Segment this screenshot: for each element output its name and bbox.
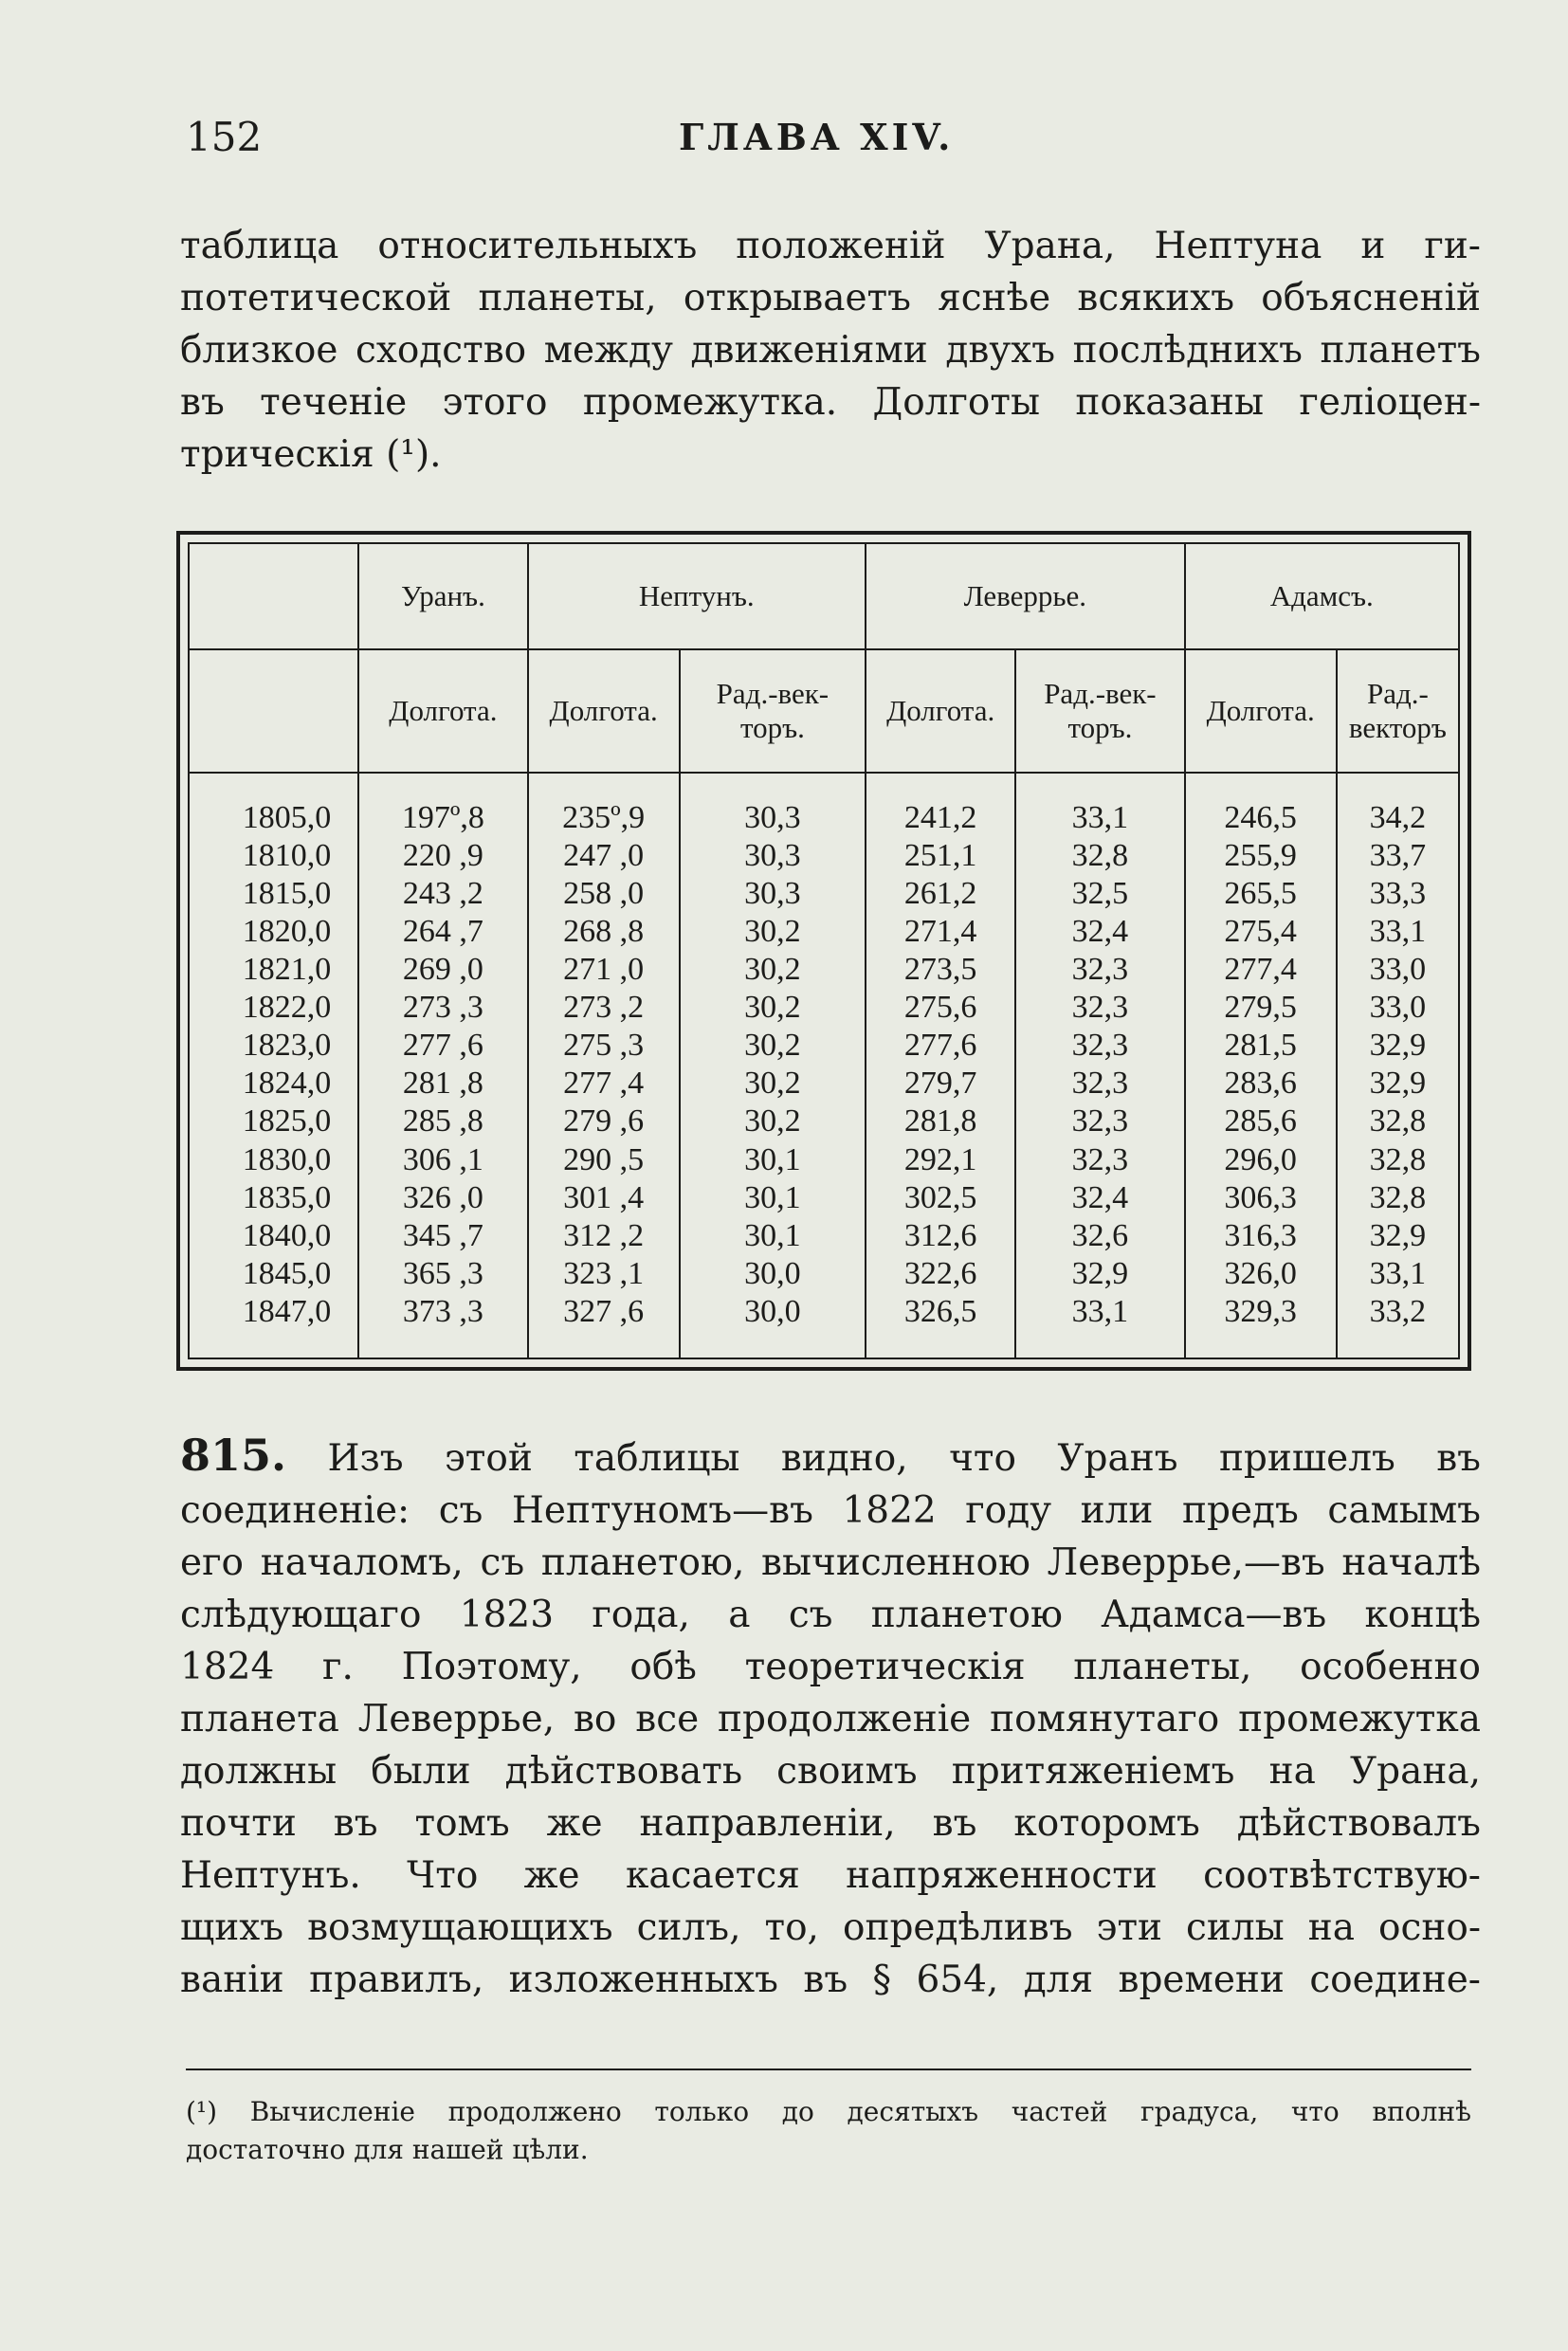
footnote-rule [186,2069,1471,2070]
value-cell: 32,3 [1015,1103,1184,1140]
value-cell: 269 ,0 [358,951,527,989]
table-row [190,1140,1458,1178]
year-cell: 1823,0 [190,1027,358,1065]
value-cell: 268 ,8 [528,913,680,951]
value-cell: 33,3 [1369,876,1427,912]
intro-paragraph [180,220,1481,481]
year-cell: 1835,0 [190,1178,358,1216]
value-cell: 32,3 [1015,1027,1184,1065]
table-body [190,773,1458,1358]
table-row [190,989,1458,1027]
year-cell: 1824,0 [190,1065,358,1103]
value-cell: 33,1 [1369,1255,1427,1291]
page-number: 152 [186,114,263,160]
value-cell: 365 ,3 [358,1254,527,1292]
value-cell: 255,9 [1185,837,1337,875]
value-cell: 32,3 [1015,1065,1184,1103]
value-cell: 235º,9 [528,773,680,837]
running-head: ГЛАВА XIV. [679,116,955,158]
value-cell: 281,8 [866,1103,1015,1140]
value-cell: 33,1 [1369,914,1427,950]
value-cell: 283,6 [1185,1065,1337,1103]
year-cell: 1821,0 [190,951,358,989]
value-cell: 273 ,2 [528,989,680,1027]
value-cell: 373 ,3 [358,1292,527,1358]
group-header-adams: Адамсъ. [1185,544,1458,649]
value-cell: 301 ,4 [528,1178,680,1216]
text-line: въ теченiе этого промежутка. Долготы показаны гелiоцен- [180,381,1481,424]
table-row [190,1254,1458,1292]
value-cell: 30,2 [680,1103,866,1140]
footnote-line: достаточно для нашей цѣли. [186,2134,589,2165]
subheader-cell: Рад.-век-торъ. [1015,649,1184,773]
year-cell: 1845,0 [190,1254,358,1292]
value-cell: 290 ,5 [528,1140,680,1178]
value-cell: 279 ,6 [528,1103,680,1140]
value-cell: 243 ,2 [358,875,527,913]
value-cell: 30,0 [680,1292,866,1358]
value-cell: 261,2 [866,875,1015,913]
value-cell: 30,3 [680,875,866,913]
value-cell: 241,2 [866,773,1015,837]
value-cell: 316,3 [1185,1216,1337,1254]
value-cell: 33,0 [1369,952,1427,988]
value-cell: 345 ,7 [358,1216,527,1254]
value-cell: 312,6 [866,1216,1015,1254]
value-cell: 32,8 [1369,1141,1427,1177]
value-cell: 277,6 [866,1027,1015,1065]
value-cell: 277,4 [1185,951,1337,989]
value-cell: 306,3 [1185,1178,1337,1216]
value-cell: 326 ,0 [358,1178,527,1216]
value-cell: 30,1 [680,1178,866,1216]
value-cell: 302,5 [866,1178,1015,1216]
text-line: слѣдующаго 1823 года, а съ планетою Адамса—въ концѣ [180,1594,1481,1636]
value-cell: 285,6 [1185,1103,1337,1140]
value-cell: 32,3 [1015,989,1184,1027]
value-cell: 32,4 [1015,1178,1184,1216]
year-cell: 1820,0 [190,913,358,951]
value-cell: 30,2 [680,1065,866,1103]
value-cell: 271,4 [866,913,1015,951]
value-cell: 30,2 [680,1027,866,1065]
value-cell: 33,1 [1015,773,1184,837]
value-cell: 30,2 [680,951,866,989]
value-cell: 329,3 [1185,1292,1337,1358]
value-cell: 32,8 [1015,837,1184,875]
positions-table [190,544,1458,1358]
subheader-cell: Долгота. [866,649,1015,773]
value-cell: 273,5 [866,951,1015,989]
value-cell: 306 ,1 [358,1140,527,1178]
table-row [190,837,1458,875]
value-cell: 326,5 [866,1292,1015,1358]
table-row [190,1103,1458,1140]
subheader-cell: Долгота. [1185,649,1337,773]
table-row [190,875,1458,913]
group-header-neptune: Нептунъ. [528,544,866,649]
text-line: соединенiе: съ Нептуномъ—въ 1822 году или предъ самымъ [180,1489,1481,1532]
value-cell: 32,8 [1369,1103,1427,1139]
group-header-uranus: Уранъ. [358,544,527,649]
value-cell: 34,2 [1369,799,1427,835]
value-cell: 246,5 [1185,773,1337,837]
text-fragment: Изъ этой таблицы видно, что Уранъ пришелъ въ [286,1437,1481,1480]
year-cell: 1805,0 [190,773,358,837]
value-cell: 30,1 [680,1216,866,1254]
year-cell: 1810,0 [190,837,358,875]
value-cell: 322,6 [866,1254,1015,1292]
value-cell: 33,1 [1015,1292,1184,1358]
table-row [190,1292,1458,1358]
value-cell: 32,9 [1369,1217,1427,1253]
value-cell: 277 ,6 [358,1027,527,1065]
value-cell: 326,0 [1185,1254,1337,1292]
value-cell: 30,2 [680,989,866,1027]
value-cell: 258 ,0 [528,875,680,913]
corner-cell [190,649,358,773]
text-line: Нептунъ. Что же касается напряженности соотвѣтствую- [180,1854,1481,1897]
value-cell: 33,0 [1369,990,1427,1026]
table-row [190,951,1458,989]
text-line: близкое сходство между движенiями двухъ послѣднихъ планетъ [180,329,1481,372]
value-cell: 292,1 [866,1140,1015,1178]
value-cell: 32,3 [1015,951,1184,989]
year-cell: 1815,0 [190,875,358,913]
footnote [186,2093,1471,2169]
year-cell: 1847,0 [190,1292,358,1358]
text-line: щихъ возмущающихъ силъ, то, опредѣливъ эти силы на осно- [180,1906,1481,1949]
table-row [190,1216,1458,1254]
value-cell: 277 ,4 [528,1065,680,1103]
text-line: 1824 г. Поэтому, обѣ теоретическiя планеты, особенно [180,1646,1481,1688]
value-cell: 32,6 [1015,1216,1184,1254]
value-cell: 32,3 [1015,1140,1184,1178]
value-cell: 251,1 [866,837,1015,875]
value-cell: 32,9 [1015,1254,1184,1292]
value-cell: 271 ,0 [528,951,680,989]
page-header [186,114,1481,171]
table-row [190,1065,1458,1103]
section-number: 815. [180,1430,287,1481]
value-cell: 265,5 [1185,875,1337,913]
value-cell: 197º,8 [358,773,527,837]
value-cell: 30,3 [680,837,866,875]
text-line: планета Леверрье, во все продолженiе помянутаго промежутка [180,1698,1481,1740]
value-cell: 32,5 [1015,875,1184,913]
value-cell: 264 ,7 [358,913,527,951]
value-cell: 279,5 [1185,989,1337,1027]
text-line: должны были дѣйствовать своимъ притяженiемъ на Урана, [180,1750,1481,1793]
value-cell: 33,7 [1369,838,1427,874]
table-row [190,1178,1458,1216]
text-line: потетической планеты, открываетъ яснѣе всякихъ объясненiй [180,277,1481,319]
value-cell: 323 ,1 [528,1254,680,1292]
text-line: почти въ томъ же направленiи, въ которомъ дѣйствовалъ [180,1802,1481,1845]
value-cell: 30,2 [680,913,866,951]
value-cell: 296,0 [1185,1140,1337,1178]
table-row [190,773,1458,837]
value-cell: 281 ,8 [358,1065,527,1103]
value-cell: 281,5 [1185,1027,1337,1065]
value-cell: 275 ,3 [528,1027,680,1065]
footnote-line: (¹) Вычисленiе продолжено только до десятыхъ частей градуса, что вполнѣ [186,2096,1471,2127]
value-cell: 32,9 [1369,1066,1427,1102]
value-cell: 312 ,2 [528,1216,680,1254]
value-cell: 247 ,0 [528,837,680,875]
year-cell: 1840,0 [190,1216,358,1254]
text-line: его началомъ, съ планетою, вычисленною Леверрье,—въ началѣ [180,1541,1481,1584]
subheader-cell: Рад.-векторъ [1337,649,1458,773]
text-line: ванiи правилъ, изложенныхъ въ § 654, для времени соедине- [180,1959,1481,2001]
section-paragraph [180,1430,1481,2006]
value-cell: 279,7 [866,1065,1015,1103]
year-cell: 1830,0 [190,1140,358,1178]
text-line: трическiя (¹). [180,433,442,476]
value-cell: 30,3 [680,773,866,837]
value-cell: 30,0 [680,1254,866,1292]
year-cell: 1822,0 [190,989,358,1027]
group-header-leverrier: Леверрье. [866,544,1185,649]
value-cell: 285 ,8 [358,1103,527,1140]
value-cell: 273 ,3 [358,989,527,1027]
value-cell: 32,4 [1015,913,1184,951]
subheader-cell: Долгота. [528,649,680,773]
table-row [190,913,1458,951]
text-line: таблица относительныхъ положенiй Урана, Нептуна и ги- [180,225,1481,267]
value-cell: 275,6 [866,989,1015,1027]
table-row [190,1027,1458,1065]
positions-table-frame [176,531,1471,1371]
subheader-cell: Долгота. [358,649,527,773]
value-cell: 32,8 [1369,1179,1427,1215]
text-line [180,1430,1481,1485]
value-cell: 275,4 [1185,913,1337,951]
value-cell: 30,1 [680,1140,866,1178]
corner-cell [190,544,358,649]
value-cell: 32,9 [1369,1028,1427,1064]
value-cell: 327 ,6 [528,1292,680,1358]
value-cell: 33,2 [1369,1294,1427,1330]
value-cell: 220 ,9 [358,837,527,875]
year-cell: 1825,0 [190,1103,358,1140]
subheader-cell: Рад.-век-торъ. [680,649,866,773]
